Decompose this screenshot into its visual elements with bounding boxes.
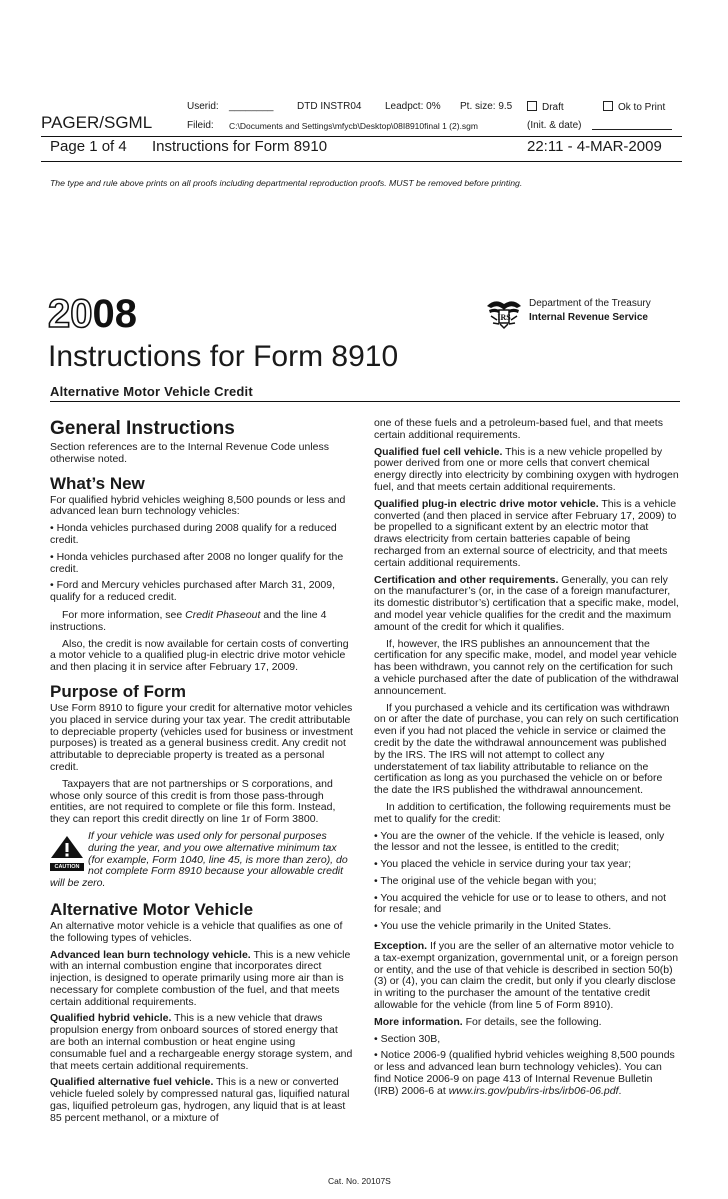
fuel-cell-head: Qualified fuel cell vehicle. <box>374 445 503 458</box>
plug-in-para <box>374 499 679 570</box>
proof-rule-bottom <box>41 161 682 162</box>
more-info-text <box>50 610 354 634</box>
draft-checkbox[interactable] <box>527 101 564 113</box>
userid-label: Userid: <box>187 101 219 112</box>
timestamp: 22:11 - 4-MAR-2009 <box>527 138 662 155</box>
alt-fuel-head: Qualified alternative fuel vehicle. <box>50 1076 214 1089</box>
draft-label: Draft <box>542 102 564 113</box>
hybrid-para <box>50 1013 354 1072</box>
page-title-proof: Instructions for Form 8910 <box>152 138 328 155</box>
certification-para <box>374 575 679 634</box>
certification-head: Certification and other requirements. <box>374 573 559 586</box>
continued-text: one of these fuels and a petroleum-based fuel, and that meets certain additional requirements. <box>374 417 663 441</box>
userid-value: ________ <box>229 101 274 112</box>
fuel-cell-text: This is a new vehicle propelled by power derived from one or more cells that convert chemical energy directly into electricity by combining oxygen with hydrogen fuel, and that meets certain additional requirements. <box>374 445 679 493</box>
credit-phaseout-ref: Credit Phaseout <box>185 608 261 621</box>
general-instructions-heading: General Instructions <box>50 418 235 439</box>
init-date-label: (Init. & date) <box>527 120 582 131</box>
checkbox-icon <box>527 101 537 111</box>
caution-text-content: If your vehicle was used only for personal purposes during the year, and you owe alternative minimum tax (for example, Form 1040, line 45, is more than zero), do not complete Form 8910 because your allowable credit will be zero. <box>50 829 348 890</box>
more-info-item-1: • Section 30B, <box>374 1032 441 1045</box>
hybrid-head: Qualified hybrid vehicle. <box>50 1012 172 1025</box>
purchased-text: If you purchased a vehicle and its certification was withdrawn on or after the date of purchase, you can rely on such certification even if you had not placed the vehicle in service or claimed the credit by the date the withdrawal announcement was published by the IRS. The IRS will not attempt to collect any understatement of tax liability attributable to reliance on the certification as long as you purchased the vehicle on or before the date the IRS published the withdrawal announcement. <box>374 701 679 797</box>
whats-new-bullet-3: • Ford and Mercury vehicles purchased after March 31, 2009, qualify for a reduced credit. <box>50 579 335 604</box>
proof-rule-top <box>41 136 682 137</box>
fileid-value: C:\Documents and Settings\mfycb\Desktop\08I8910final 1 (2).sgm <box>229 121 478 131</box>
exception-text: If you are the seller of an alternative motor vehicle to a tax-exempt organization, governmental unit, or a foreign person or entity, and the use of that vehicle is described in section 50(b)(3) or (4), you can claim the credit, but only if you clearly disclose in writing to the purchaser the amount of the tentative credit allowable for the vehicle (from line 5 of Form 8910). <box>374 940 679 1012</box>
pager-label: PAGER/SGML <box>41 113 153 132</box>
notice-text: • Notice 2006-9 (qualified hybrid vehicles weighing 8,500 pounds or less and advanced lean burn technology vehicles). You can find Notice 2006-9 on page 413 of Internal Revenue Bulletin (IRB) 2006-6 at <box>374 1049 675 1097</box>
however-text: If, however, the IRS publishes an announcement that the certification for any specific make, model, and model year vehicle has been withdrawn, you cannot rely on the certification for such a vehicle purchased after the date of publication of the withdrawal announcement. <box>374 637 679 697</box>
dtd-label: DTD INSTR04 <box>297 101 362 112</box>
certification-text: Generally, you can rely on the manufacturer’s (or, in the case of a foreign manufacturer, its domestic distributor’s) certification that a specific make, model, and model year vehicle qualifies for the credit and the maximum amount of the credit for which it qualifies. <box>374 573 679 633</box>
cat-no: Cat. No. 20107S <box>328 1176 391 1186</box>
whats-new-heading: What’s New <box>50 473 145 493</box>
checkbox-icon <box>603 101 613 111</box>
more-info-body: For details, see the following. <box>462 1015 602 1028</box>
svg-text:IRS: IRS <box>497 313 511 322</box>
caution-label: CAUTION <box>50 863 84 871</box>
irb-link[interactable]: www.irs.gov/pub/irs-irbs/irb06-06.pdf <box>448 1084 619 1097</box>
year-logo <box>48 292 137 345</box>
advanced-lean-burn-head: Advanced lean burn technology vehicle. <box>50 948 251 961</box>
irs-label: Internal Revenue Service <box>529 312 648 323</box>
ptsize-label: Pt. size: 9.5 <box>460 101 513 112</box>
advanced-lean-burn-text: This is a new vehicle with an internal combustion engine that incorporates direct injection, is designed to operate primarily using more air than is necessary for complete combustion of the fuel, and that meets certain additional requirements. <box>50 948 351 1008</box>
plug-in-head: Qualified plug-in electric drive motor vehicle. <box>374 497 599 510</box>
requirement-3: • The original use of the vehicle began with you; <box>374 874 597 887</box>
fileid-label: Fileid: <box>187 120 214 131</box>
amv-heading: Alternative Motor Vehicle <box>50 899 254 919</box>
purpose-heading: Purpose of Form <box>50 681 187 701</box>
fuel-cell-para <box>374 447 679 494</box>
ok-to-print-checkbox[interactable] <box>603 101 665 113</box>
right-column <box>374 418 679 1103</box>
title-rule <box>50 401 680 402</box>
whats-new-bullet-1: • Honda vehicles purchased during 2008 qualify for a reduced credit. <box>50 522 337 546</box>
init-date-line <box>592 129 672 130</box>
whats-new-bullet-2: • Honda vehicles purchased after 2008 no longer qualify for the credit. <box>50 550 344 575</box>
whats-new-text: For qualified hybrid vehicles weighing 8,500 pounds or less and advanced lean burn technology vehicles: <box>50 493 346 518</box>
left-column <box>50 418 354 1130</box>
alt-fuel-para <box>50 1077 354 1124</box>
plug-in-text: This is a vehicle converted (and then placed in service after February 17, 2009) to be propelled to a significant extent by an electric motor that draws electricity from certain batteries capable of being recharged from an external source of electricity, and that meets certain additional requirements. <box>374 497 677 569</box>
more-info-para <box>374 1017 679 1029</box>
requirement-5: • You use the vehicle primarily in the United States. <box>374 920 612 933</box>
more-info-a: For more information, see <box>62 608 186 621</box>
caution-text <box>50 831 354 890</box>
more-info-head: More information. <box>374 1015 463 1028</box>
also-text: Also, the credit is now available for certain costs of converting a motor vehicle to a qualified plug-in electric drive motor vehicle and then placing it in service after February 17, 2009. <box>50 637 349 674</box>
requirement-4: • You acquired the vehicle for use or to lease to others, and not for resale; and <box>374 891 667 916</box>
proof-note: The type and rule above prints on all proofs including departmental reproduction proofs. MUST be removed before printing. <box>50 178 523 188</box>
year-bold: 08 <box>92 292 137 336</box>
ok-to-print-label: Ok to Print <box>618 102 666 113</box>
addition-text: In addition to certification, the following requirements must be met to qualify for the credit: <box>374 800 671 825</box>
caution-box <box>50 831 354 890</box>
amv-text: An alternative motor vehicle is a vehicle that qualifies as one of the following types of vehicles. <box>50 919 343 944</box>
dept-label: Department of the Treasury <box>529 298 651 309</box>
exception-head: Exception. <box>374 940 428 953</box>
more-info-c: and the line 4 instructions. <box>50 608 327 633</box>
requirement-1: • You are the owner of the vehicle. If the vehicle is leased, only the lessor and not the lessee, is entitled to the credit; <box>374 829 665 854</box>
leadpct-label: Leadpct: 0% <box>385 101 441 112</box>
page-info: Page 1 of 4 <box>50 138 127 155</box>
purpose-text: Use Form 8910 to figure your credit for alternative motor vehicles you placed in service during your tax year. The credit attributable to depreciable property (vehicles used for business or investment purposes) is treated as a general business credit. Any credit not attributable to depreciable property is treated as a personal credit. <box>50 701 353 773</box>
general-text: Section references are to the Internal Revenue Code unless otherwise noted. <box>50 441 330 465</box>
irs-eagle-icon <box>485 296 523 330</box>
caution-icon <box>50 835 84 870</box>
requirement-2: • You placed the vehicle in service during your tax year; <box>374 858 631 871</box>
year-outline: 20 <box>48 292 93 336</box>
advanced-lean-burn-para <box>50 950 354 1009</box>
more-info-item-2 <box>374 1050 679 1097</box>
page-title: Instructions for Form 8910 <box>48 340 399 373</box>
taxpayers-text: Taxpayers that are not partnerships or S corporations, and whose only source of this credit is from those pass-through entities, are not required to complete or file this form. Instead, they can report this credit directly on line 1r of Form 3800. <box>50 777 336 826</box>
exception-para <box>374 941 679 1012</box>
hybrid-text: This is a new vehicle that draws propulsion energy from onboard sources of stored energy that are both an internal combustion or heat engine using consumable fuel and a rechargeable energy storage system, and that meets certain additional requirements. <box>50 1012 353 1072</box>
page-subtitle: Alternative Motor Vehicle Credit <box>50 384 253 399</box>
alt-fuel-text: This is a new or converted vehicle fueled solely by compressed natural gas, liquified natural gas, liquified petroleum gas, hydrogen, any liquid that is at least 85 percent methanol, or a mixture of <box>50 1076 350 1124</box>
notice-text-end: . <box>618 1084 622 1097</box>
